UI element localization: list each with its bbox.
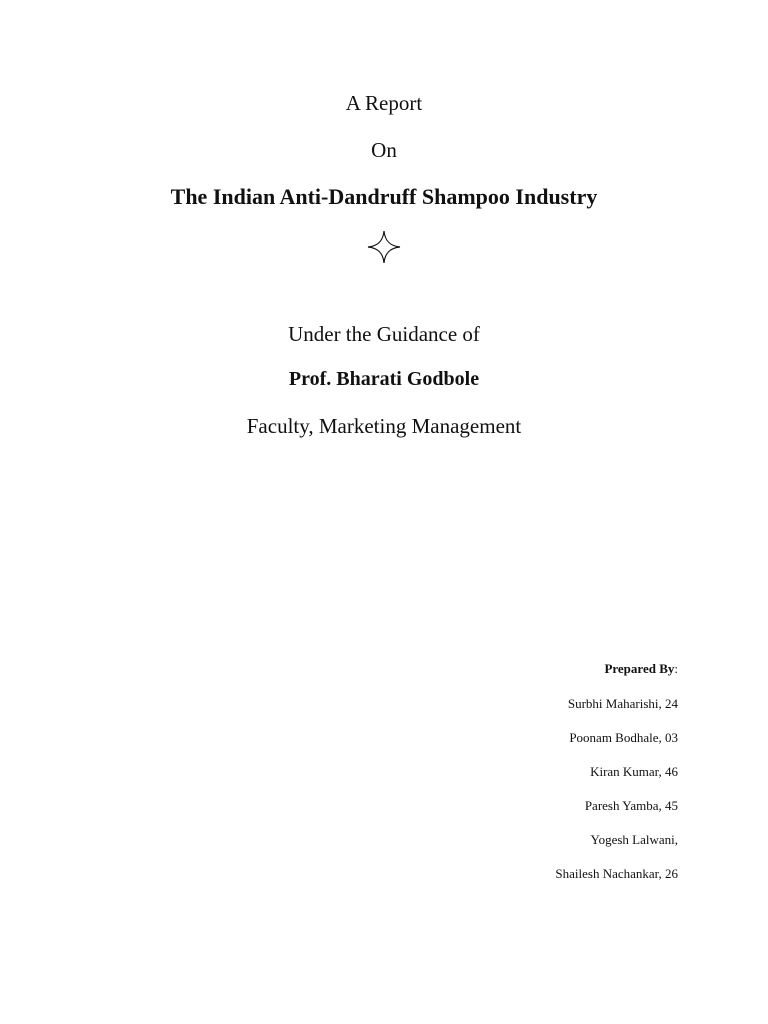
report-title: The Indian Anti-Dandruff Shampoo Industry <box>170 184 598 209</box>
prepared-by-colon: : <box>674 661 678 676</box>
on-label: On <box>371 138 397 162</box>
prepared-by-heading <box>604 661 678 677</box>
team-member: Kiran Kumar, 46 <box>590 764 678 779</box>
report-label: A Report <box>345 91 423 115</box>
team-member: Yogesh Lalwani, <box>590 832 678 847</box>
team-member: Paresh Yamba, 45 <box>584 798 678 813</box>
four-point-star-icon <box>367 230 401 264</box>
prepared-by-label: Prepared By <box>604 661 675 676</box>
team-member: Surbhi Maharishi, 24 <box>567 696 678 711</box>
team-member: Poonam Bodhale, 03 <box>569 730 678 745</box>
professor-name: Prof. Bharati Godbole <box>288 368 480 390</box>
guidance-label: Under the Guidance of <box>288 322 480 346</box>
team-member: Shailesh Nachankar, 26 <box>555 866 678 881</box>
faculty-line: Faculty, Marketing Management <box>246 414 522 438</box>
